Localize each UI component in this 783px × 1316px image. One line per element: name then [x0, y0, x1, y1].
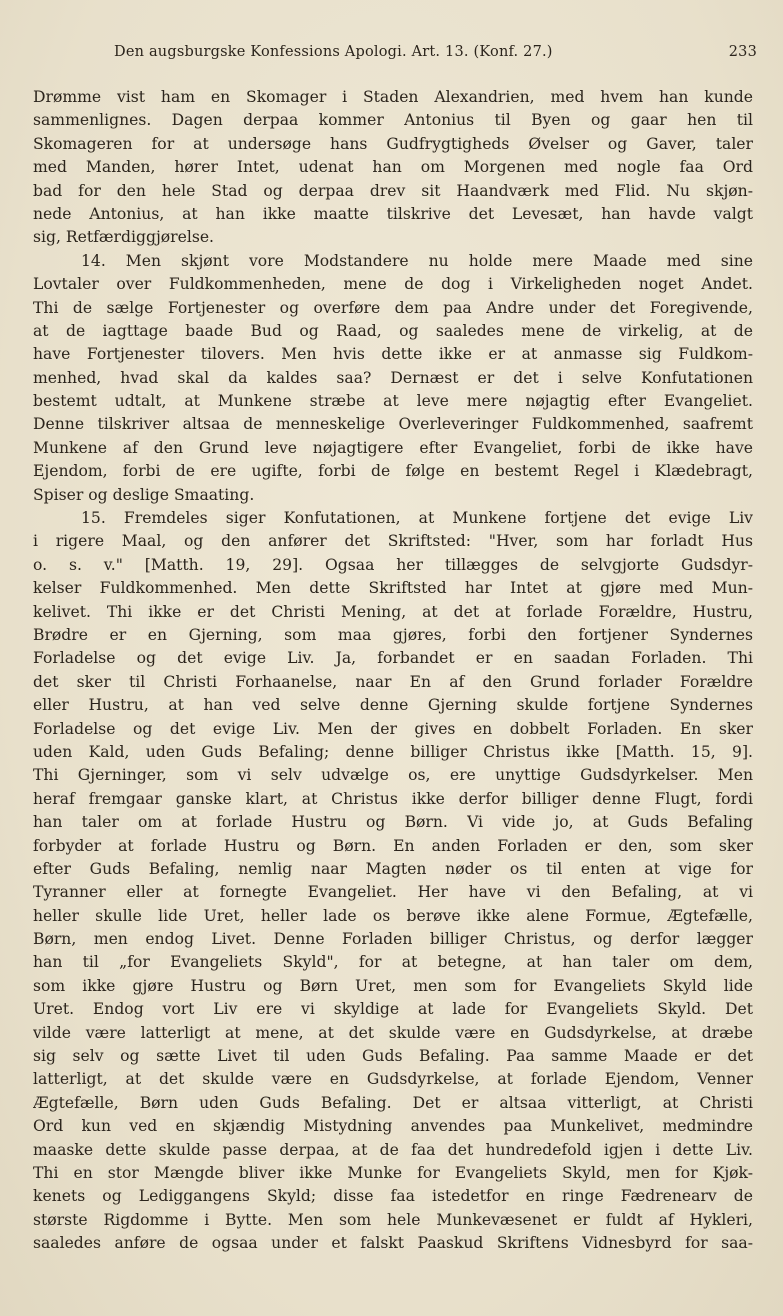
text-line: Ord kun ved en skjændig Mistydning anvendes paa Munkelivet, medmindre — [33, 1117, 753, 1136]
text-line: Drømme vist ham en Skomager i Staden Alexandrien, med hvem han kunde — [33, 88, 753, 106]
text-line: sammenlignes. Dagen derpaa kommer Antonius til Byen og gaar hen til — [33, 111, 753, 130]
text-line: Thi de sælge Fortjenester og overføre dem paa Andre under det Foregivende, — [33, 298, 753, 317]
text-line: det sker til Christi Forhaanelse, naar En af den Grund forlader Forældre — [33, 672, 753, 691]
text-line: at de iagttage baade Bud og Raad, og saaledes mene de virkelig, at de — [33, 321, 753, 340]
text-line: sig, Retfærdiggjørelse. — [33, 228, 215, 247]
text-line: i rigere Maal, og den anfører det Skriftsted: "Hver, som har forladt Hus — [33, 532, 753, 551]
text-line: bad for den hele Stad og derpaa drev sit Haandværk med Flid. Nu skjøn- — [33, 181, 753, 200]
text-line: Uret. Endog vort Liv ere vi skyldige at lade for Evangeliets Skyld. Det — [33, 1000, 753, 1019]
text-line: han taler om at forlade Hustru og Børn. Vi vide jo, at Guds Befaling — [33, 813, 753, 832]
text-line: Forladelse og det evige Liv. Men der gives en dobbelt Forladen. En sker — [33, 719, 753, 738]
text-line: som ikke gjøre Hustru og Børn Uret, men som for Evangeliets Skyld lide — [33, 976, 753, 995]
text-line: Munkene af den Grund leve nøjagtigere efter Evangeliet, forbi de ikke have — [33, 438, 753, 457]
text-line: Børn, men endog Livet. Denne Forladen billiger Christus, og derfor lægger — [33, 930, 753, 949]
text-line: uden Kald, uden Guds Befaling; denne billiger Christus ikke [Matth. 15, 9]. — [33, 742, 753, 761]
page-number: 233 — [728, 44, 757, 60]
text-line: Thi Gjerninger, som vi selv udvælge os, ere unyttige Gudsdyrkelser. Men — [33, 766, 753, 785]
text-line: latterligt, at det skulde være en Gudsdyrkelse, at forlade Ejendom, Venner — [33, 1070, 753, 1089]
text-line: 15. Fremdeles siger Konfutationen, at Munkene fortjene det evige Liv — [81, 509, 753, 528]
text-line: Denne tilskriver altsaa de menneskelige Overleveringer Fuldkommenhed, saafremt — [33, 415, 753, 434]
text-line: Thi en stor Mængde bliver ikke Munke for Evangeliets Skyld, men for Kjøk- — [33, 1163, 753, 1182]
text-line: vilde være latterligt at mene, at det skulde være en Gudsdyrkelse, at dræbe — [33, 1023, 753, 1042]
text-line: med Manden, hører Intet, udenat han om Morgenen med nogle faa Ord — [33, 158, 753, 177]
text-line: o. s. v." [Matth. 19, 29]. Ogsaa her tillægges de selvgjorte Gudsdyr- — [33, 555, 753, 574]
text-line: Brødre er en Gjerning, som maa gjøres, forbi den fortjener Syndernes — [33, 625, 753, 644]
text-line: kenets og Lediggangens Skyld; disse faa istedetfor en ringe Fædrenearv de — [33, 1187, 753, 1206]
text-line: bestemt udtalt, at Munkene stræbe at leve mere nøjagtig efter Evangeliet. — [33, 392, 753, 411]
text-line: Tyranner eller at fornegte Evangeliet. Her have vi den Befaling, at vi — [33, 883, 753, 902]
text-line: eller Hustru, at han ved selve denne Gjerning skulde fortjene Syndernes — [33, 696, 753, 715]
text-line: Lovtaler over Fuldkommenheden, mene de dog i Virkeligheden noget Andet. — [33, 275, 753, 294]
text-line: Spiser og deslige Smaating. — [33, 485, 255, 504]
text-line: han til „for Evangeliets Skyld", for at betegne, at han taler om dem, — [33, 953, 753, 972]
text-line: Ægtefælle, Børn uden Guds Befaling. Det er altsaa vitterligt, at Christi — [33, 1093, 753, 1112]
text-line: heraf fremgaar ganske klart, at Christus ikke derfor billiger denne Flugt, fordi — [33, 789, 753, 808]
text-line: heller skulle lide Uret, heller lade os berøve ikke alene Formue, Ægtefælle, — [33, 906, 753, 925]
text-line: kelivet. Thi ikke er det Christi Mening, at det at forlade Forældre, Hustru, — [33, 602, 753, 621]
text-line: menhed, hvad skal da kaldes saa? Dernæst er det i selve Konfutationen — [33, 368, 753, 387]
text-line: maaske dette skulde passe derpaa, at de faa det hundredefold igjen i dette Liv. — [33, 1140, 753, 1159]
text-line: Forladelse og det evige Liv. Ja, forbandet er en saadan Forladen. Thi — [33, 649, 753, 668]
text-line: sig selv og sætte Livet til uden Guds Befaling. Paa samme Maade er det — [33, 1047, 753, 1066]
running-title: Den augsburgske Konfessions Apologi. Art. 13. (Konf. 27.) — [114, 44, 553, 60]
text-line: Ejendom, forbi de ere ugifte, forbi de følge en bestemt Regel i Klædebragt, — [33, 462, 753, 481]
text-line: største Rigdomme i Bytte. Men som hele Munkevæsenet er fuldt af Hykleri, — [33, 1210, 753, 1229]
text-line: Skomageren for at undersøge hans Gudfrygtigheds Øvelser og Gaver, taler — [33, 134, 753, 153]
text-line: nede Antonius, at han ikke maatte tilskrive det Levesæt, han havde valgt — [33, 204, 753, 223]
text-line: kelser Fuldkommenhed. Men dette Skriftsted har Intet at gjøre med Mun- — [33, 579, 753, 598]
text-line: efter Guds Befaling, nemlig naar Magten nøder os til enten at vige for — [33, 859, 753, 878]
text-line: 14. Men skjønt vore Modstandere nu holde mere Maade med sine — [81, 251, 753, 270]
text-line: saaledes anføre de ogsaa under et falskt Paaskud Skriftens Vidnesbyrd for saa- — [33, 1234, 753, 1253]
body-text — [33, 86, 753, 1256]
text-line: forbyder at forlade Hustru og Børn. En anden Forladen er den, som sker — [33, 836, 753, 855]
text-line: have Fortjenester tilovers. Men hvis dette ikke er at anmasse sig Fuldkom- — [33, 345, 753, 364]
page-header — [36, 44, 757, 68]
